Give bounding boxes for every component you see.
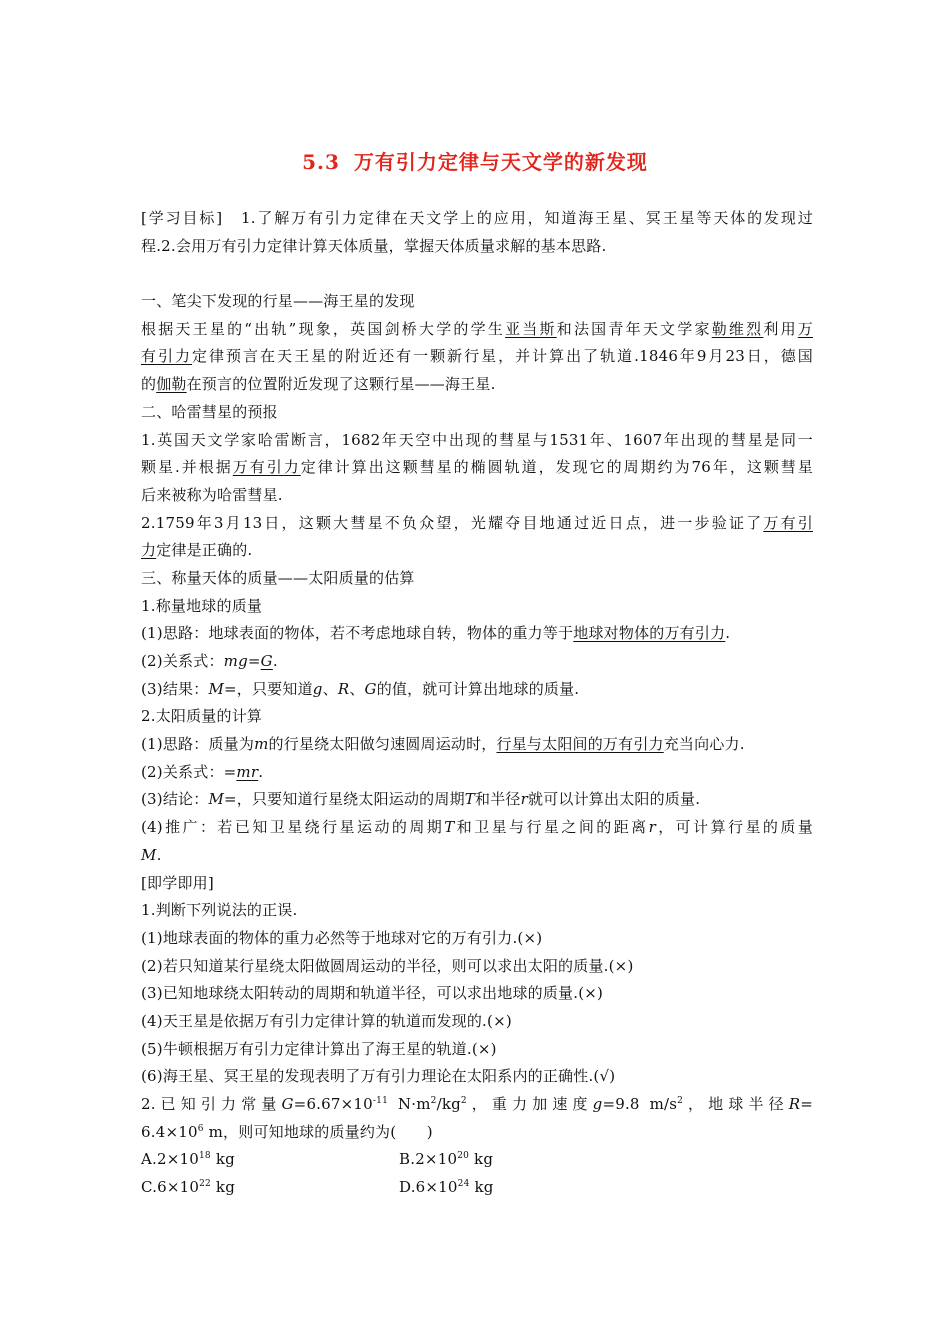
s1-relation: (2)关系式：mg=G. bbox=[141, 652, 278, 670]
s2-extension-end: M. bbox=[141, 845, 162, 864]
practice-q1: 1.判断下列说法的正误. bbox=[141, 901, 298, 920]
section1-heading: 一、笔尖下发现的行星——海王星的发现 bbox=[141, 292, 415, 311]
underline-adams: 亚当斯 bbox=[505, 319, 557, 338]
underline-leverrier: 勒维烈 bbox=[711, 319, 764, 338]
judgement-4: (4)天王星是依据万有引力定律计算的轨道而发现的.(×) bbox=[141, 1011, 512, 1030]
option-b: $B.2\times 10^{20}$ kg bbox=[399, 1150, 494, 1169]
section2-item1-line3: 后来被称为哈雷彗星. bbox=[141, 485, 283, 504]
section2-item1-line1: 1.英国天文学家哈雷断言，1682年天空中出现的彗星与1531年、1607年出现的彗星是同一 bbox=[141, 430, 813, 449]
option-d: $D.6\times 10^{24}$ kg bbox=[399, 1178, 494, 1197]
section2-item2-line2: 力定律是正确的. bbox=[141, 541, 253, 560]
s2-relation: (2)关系式：=mr. bbox=[141, 762, 264, 781]
practice-label: [即学即用] bbox=[141, 873, 214, 892]
goals-label: [学习目标] bbox=[141, 209, 223, 227]
section2-heading: 二、哈雷彗星的预报 bbox=[141, 402, 278, 421]
section-number: 5.3 bbox=[302, 150, 340, 174]
practice-q2-line2: $6.4\times 10^6$ m，则可知地球的质量约为( ) bbox=[141, 1122, 433, 1141]
section1-line-3: 的伽勒在预言的位置附近发现了这颗行星——海王星. bbox=[141, 375, 496, 394]
s2-extension: (4)推广：若已知卫星绕行星运动的周期T和卫星与行星之间的距离r，可计算行星的质量 bbox=[141, 818, 813, 837]
underline-galle: 伽勒 bbox=[156, 375, 187, 394]
judgement-2: (2)若只知道某行星绕太阳做圆周运动的半径，则可以求出太阳的质量.(×) bbox=[141, 956, 634, 975]
section2-item1-line2: 颗星.并根据万有引力定律计算出这颗彗星的椭圆轨道，发现它的周期约为76年，这颗彗星 bbox=[141, 458, 813, 477]
s1-result: (3)结果：M=，只要知道g、R、G的值，就可计算出地球的质量. bbox=[141, 679, 580, 698]
goals-line-2: 程.2.会用万有引力定律计算天体质量，掌握天体质量求解的基本思路. bbox=[141, 236, 607, 255]
section3-sub2: 2.太阳质量的计算 bbox=[141, 707, 263, 726]
judgement-5: (5)牛顿根据万有引力定律计算出了海王星的轨道.(×) bbox=[141, 1039, 497, 1058]
options-row-2 bbox=[141, 1174, 813, 1202]
judgement-3: (3)已知地球绕太阳转动的周期和轨道半径，可以求出地球的质量.(×) bbox=[141, 984, 604, 1003]
judgement-6: (6)海王星、冥王星的发现表明了万有引力理论在太阳系内的正确性.(√) bbox=[141, 1067, 616, 1086]
s1-idea: (1)思路：地球表面的物体，若不考虑地球自转，物体的重力等于地球对物体的万有引力. bbox=[141, 624, 731, 643]
section1-line-1: 根据天王星的“出轨”现象，英国剑桥大学的学生亚当斯和法国青年天文学家勒维烈利用万 bbox=[141, 319, 813, 338]
practice-q2-line1: 2.已知引力常量$G=6.67\times 10^{-11}$ $N\cdot m^2/kg^2$，重力加速度g=9.8 $m/s^2$，地球半径R= bbox=[141, 1095, 813, 1113]
judgement-1: (1)地球表面的物体的重力必然等于地球对它的万有引力.(×) bbox=[141, 928, 543, 947]
section3-sub1: 1.称量地球的质量 bbox=[141, 596, 263, 615]
document-body bbox=[141, 205, 813, 1202]
section1-line-2: 有引力定律预言在天王星的附近还有一颗新行星，并计算出了轨道.1846年9月23日，德国 bbox=[141, 347, 813, 366]
title-text: 万有引力定律与天文学的新发现 bbox=[353, 150, 648, 174]
options-row-1 bbox=[141, 1146, 813, 1174]
page-title bbox=[0, 146, 950, 175]
option-c: $C.6\times 10^{22}$ kg bbox=[141, 1178, 236, 1197]
s2-idea: (1)思路：质量为m的行星绕太阳做匀速圆周运动时，行星与太阳间的万有引力充当向心力. bbox=[141, 735, 745, 754]
s2-conclusion: (3)结论：M=，只要知道行星绕太阳运动的周期T和半径r就可以计算出太阳的质量. bbox=[141, 790, 701, 809]
section2-item2-line1: 2.1759年3月13日，这颗大彗星不负众望，光耀夺目地通过近日点，进一步验证了万有引 bbox=[141, 513, 813, 532]
option-a: $A.2\times 10^{18}$ kg bbox=[141, 1150, 235, 1169]
goals-line-1: [学习目标] 1.了解万有引力定律在天文学上的应用，知道海王星、冥王星等天体的发现过 bbox=[141, 209, 813, 227]
section3-heading: 三、称量天体的质量——太阳质量的估算 bbox=[141, 568, 415, 587]
